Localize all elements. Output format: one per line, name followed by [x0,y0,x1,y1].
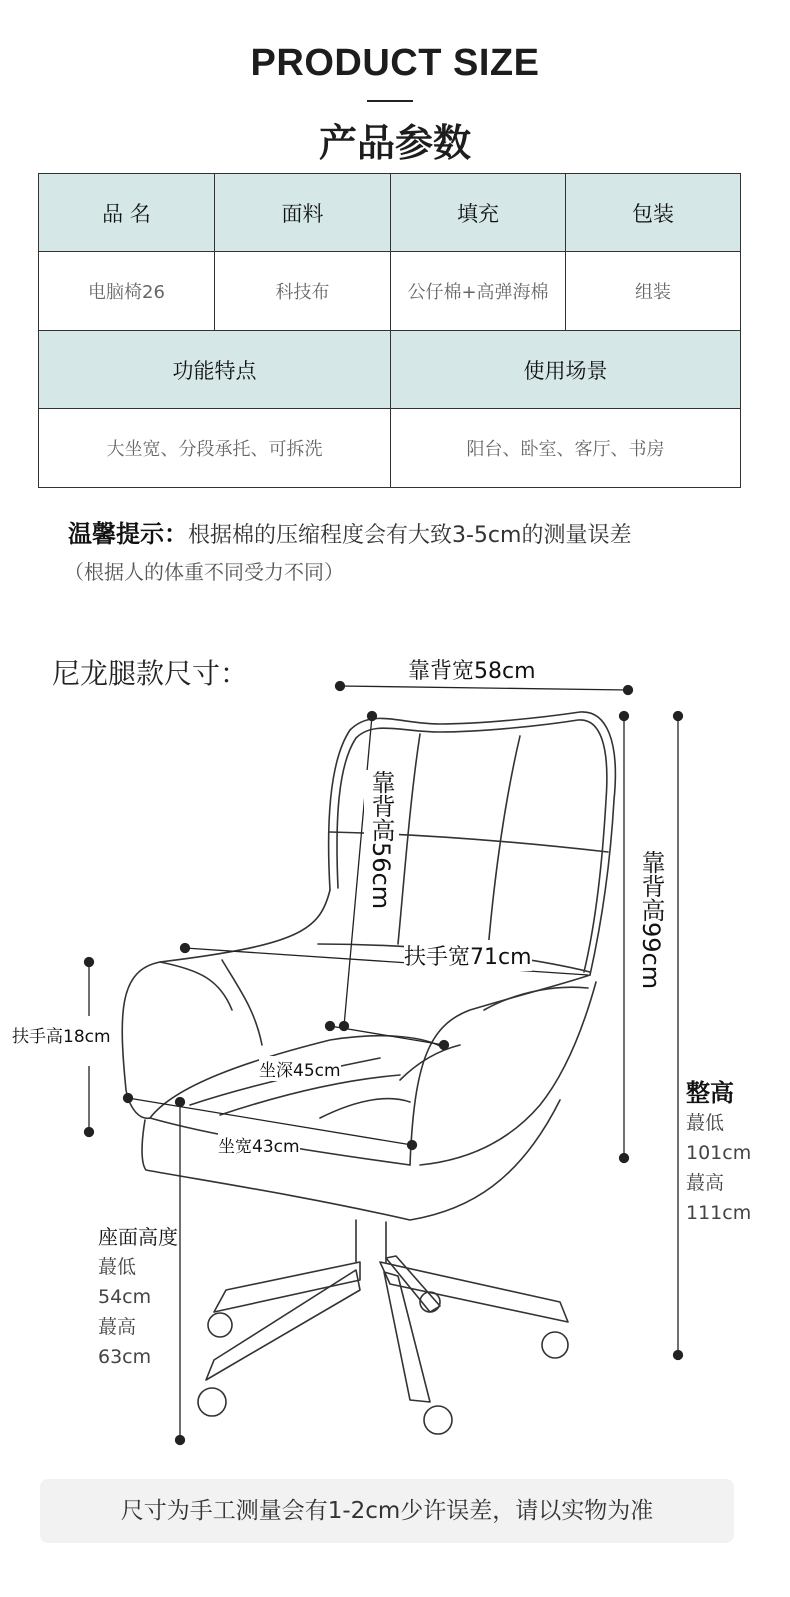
back-width-line [340,686,628,690]
seat-depth-line [330,1026,444,1045]
back-total-bottom-dot [620,1154,629,1163]
spec-value-filling: 公仔棉+高弹海棉 [391,252,566,331]
spec-value-name: 电脑椅26 [39,252,215,331]
armrest-width-label: 扶手宽71cm [404,940,532,971]
back-height-top-dot [368,712,377,721]
back-height-label: 靠背高56cm [364,770,399,909]
total-height-max-value: 111cm [686,1202,752,1224]
spec-header-features: 功能特点 [39,331,391,409]
spec-value-scenarios: 阳台、卧室、客厅、书房 [391,409,741,488]
seat-height-bottom-dot [176,1436,185,1445]
spec-header-scenarios: 使用场景 [391,331,741,409]
tip-note: （根据人的体重不同受力不同） [64,560,344,584]
total-height-max-label: 蕞高 [686,1172,725,1194]
back-total-height-label: 靠背高99cm [634,850,669,989]
total-height-bottom-dot [674,1351,683,1360]
seat-height-max-value: 63cm [98,1346,152,1368]
seat-height-max-label: 蕞高 [98,1316,137,1338]
model-label: 尼龙腿款尺寸： [52,657,249,690]
seat-height-block [98,1222,178,1372]
spec-header-filling: 填充 [391,174,566,252]
seat-width-end-dot [408,1141,417,1150]
seat-width-start-dot [124,1094,133,1103]
back-width-start-dot [336,682,345,691]
back-width-end-dot [624,686,633,695]
back-total-top-dot [620,712,629,721]
total-height-min-label: 蕞低 [686,1112,725,1134]
spec-value-features: 大坐宽、分段承托、可拆洗 [39,409,391,488]
seat-depth-end-dot [440,1041,449,1050]
seat-height-min-value: 54cm [98,1286,152,1308]
armrest-width-start-dot [181,944,190,953]
total-height-label: 整高 [686,1079,734,1107]
seat-depth-label: 坐深45cm [259,1056,341,1081]
title-zh: 产品参数 [318,121,471,165]
spec-header-name: 品 名 [39,174,215,252]
armrest-height-label: 扶手高18cm [12,1027,111,1047]
armrest-height-bottom-dot [85,1128,94,1137]
seat-height-label: 座面高度 [98,1225,178,1249]
spec-value-fabric: 科技布 [215,252,391,331]
tip-heading: 温馨提示： [68,520,188,548]
seat-width-label: 坐宽43cm [218,1132,300,1157]
tip-body: 根据棉的压缩程度会有大致3-5cm的测量误差 [188,523,632,548]
seat-height-top-dot [176,1098,185,1107]
spec-value-packaging: 组装 [566,252,741,331]
seat-height-min-label: 蕞低 [98,1256,137,1278]
total-height-min-value: 101cm [686,1142,752,1164]
total-height-block [686,1078,751,1228]
armrest-height-top-dot [85,958,94,967]
total-height-top-dot [674,712,683,721]
back-width-label: 靠背宽58cm [408,659,536,684]
spec-header-packaging: 包装 [566,174,741,252]
title-en: PRODUCT SIZE [250,42,540,84]
spec-header-fabric: 面料 [215,174,391,252]
seat-depth-start-dot [326,1022,335,1031]
footer-note: 尺寸为手工测量会有1-2cm少许误差，请以实物为准 [40,1479,734,1543]
